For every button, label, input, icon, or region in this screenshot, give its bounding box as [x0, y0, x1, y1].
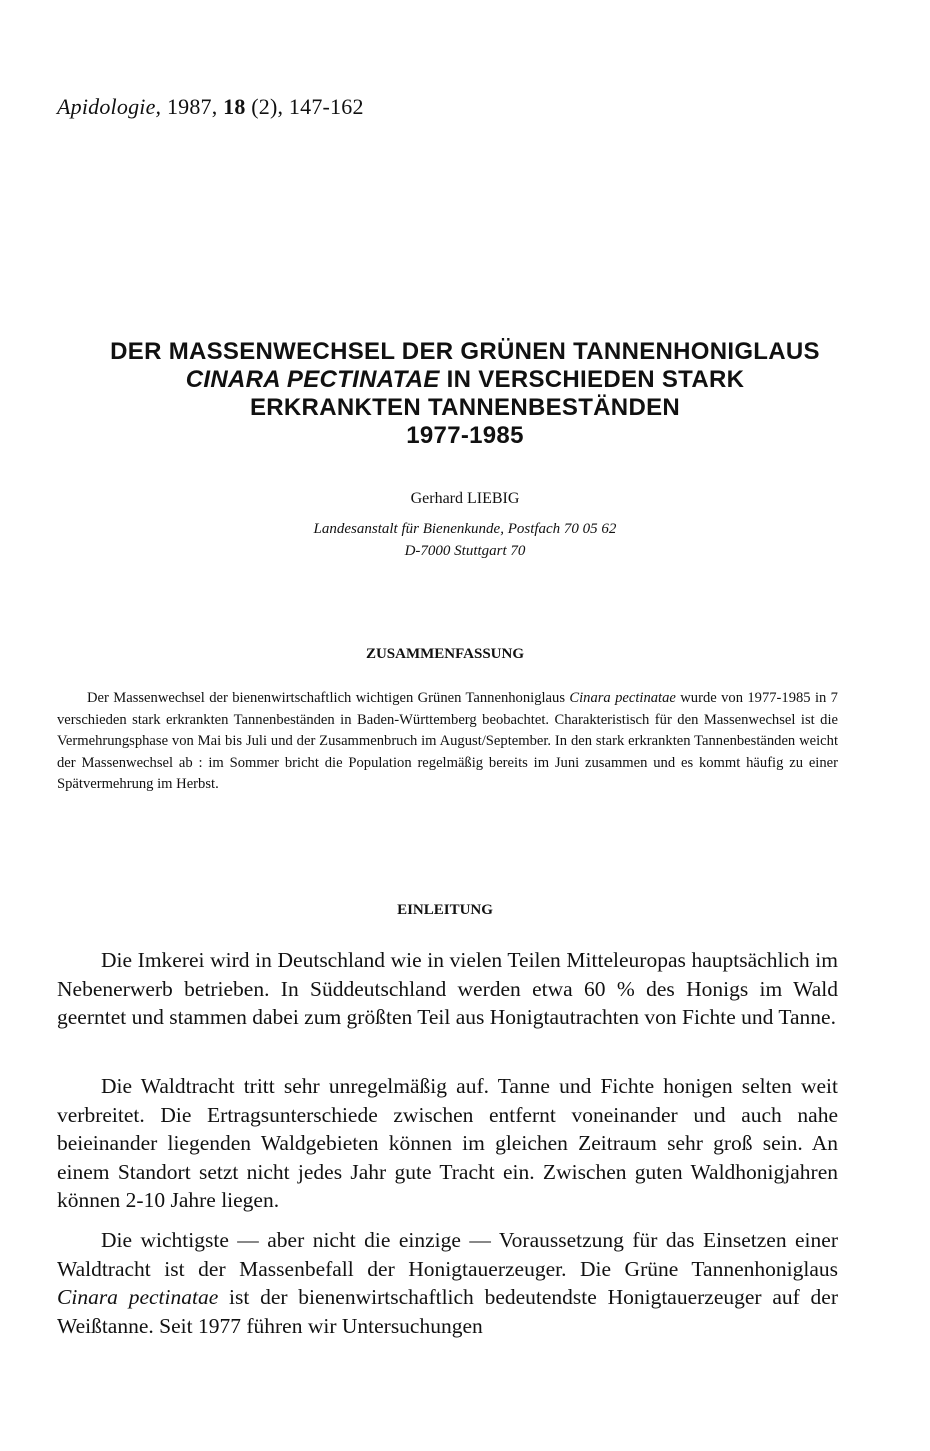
- abstract-text-part-2: wurde von 1977-1985 in 7 verschieden stark erkrankten Tannenbeständen in Baden-Württemberg beobachtet. Charakteristisch für den Massenwechsel ist die Vermehrungsphase von Mai bis Juli und der Zusammenbruch im August/September. In den stark erkrankten Tannenbeständen weicht der Massenwechsel ab : im Sommer bricht die Population regelmäßig bereits im Juni zusammen und es kommt häufig zu einer Spätvermehrung im Herbst.: [57, 690, 838, 792]
- abstract-heading: ZUSAMMENFASSUNG: [365, 646, 525, 662]
- title-line-4: 1977-1985: [406, 422, 524, 449]
- abstract-text: [57, 688, 838, 796]
- title-line-2: [40, 366, 890, 394]
- abstract-text-part-1: Der Massenwechsel der bienenwirtschaftlich wichtigen Grünen Tannenhoniglaus: [87, 690, 570, 706]
- title-line-3: ERKRANKTEN TANNENBESTÄNDEN: [249, 394, 681, 421]
- author-name: Gerhard LIEBIG: [410, 490, 520, 507]
- journal-issue: (2),: [251, 94, 284, 119]
- intro-heading: EINLEITUNG: [397, 902, 493, 918]
- journal-year: 1987,: [166, 94, 218, 119]
- affiliation-line-2: D-7000 Stuttgart 70: [404, 543, 526, 559]
- title-line-2-rest: IN VERSCHIEDEN STARK: [439, 366, 745, 393]
- intro-paragraph-3-part-2: ist der bienenwirtschaftlich bedeutendste Honigtauerzeuger auf der Weißtanne. Seit 1977 führen wir Untersuchungen: [57, 1285, 838, 1338]
- title-line-1: DER MASSENWECHSEL DER GRÜNEN TANNENHONIGLAUS: [110, 338, 820, 365]
- abstract-species: Cinara pectinatae: [569, 690, 676, 706]
- journal-volume: 18: [223, 94, 246, 119]
- paper-title: [40, 338, 890, 450]
- journal-name: Apidologie,: [57, 94, 162, 119]
- journal-pages: 147-162: [288, 94, 364, 119]
- intro-paragraph-3: [57, 1226, 838, 1340]
- citation-header: [57, 94, 364, 120]
- title-species: CINARA PECTINATAE: [185, 366, 440, 393]
- affiliation-line-1: Landesanstalt für Bienenkunde, Postfach 70 05 62: [313, 521, 617, 537]
- intro-paragraph-3-part-1: Die wichtigste — aber nicht die einzige — Voraussetzung für das Einsetzen einer Waldtracht ist der Massenbefall der Honigtauerzeuger. Die Grüne Tannenhoniglaus: [57, 1228, 838, 1281]
- intro-species: Cinara pectinatae: [57, 1285, 219, 1309]
- intro-paragraph-1: Die Imkerei wird in Deutschland wie in vielen Teilen Mitteleuropas hauptsächlich im Nebenerwerb betrieben. In Süddeutschland werden etwa 60 % des Honigs im Wald geerntet und stammen dabei zum größten Teil aus Honigtautrachten von Fichte und Tanne.: [57, 948, 838, 1029]
- affiliation: [0, 518, 930, 562]
- intro-paragraph-2: Die Waldtracht tritt sehr unregelmäßig auf. Tanne und Fichte honigen selten weit verbreitet. Die Ertragsunterschiede zwischen entfernt voneinander und auch nahe beieinander liegenden Waldgebieten können im gleichen Zeitraum sehr groß sein. An einem Standort setzt nicht jedes Jahr gute Tracht ein. Zwischen guten Waldhonigjahren können 2-10 Jahre liegen.: [57, 1074, 838, 1212]
